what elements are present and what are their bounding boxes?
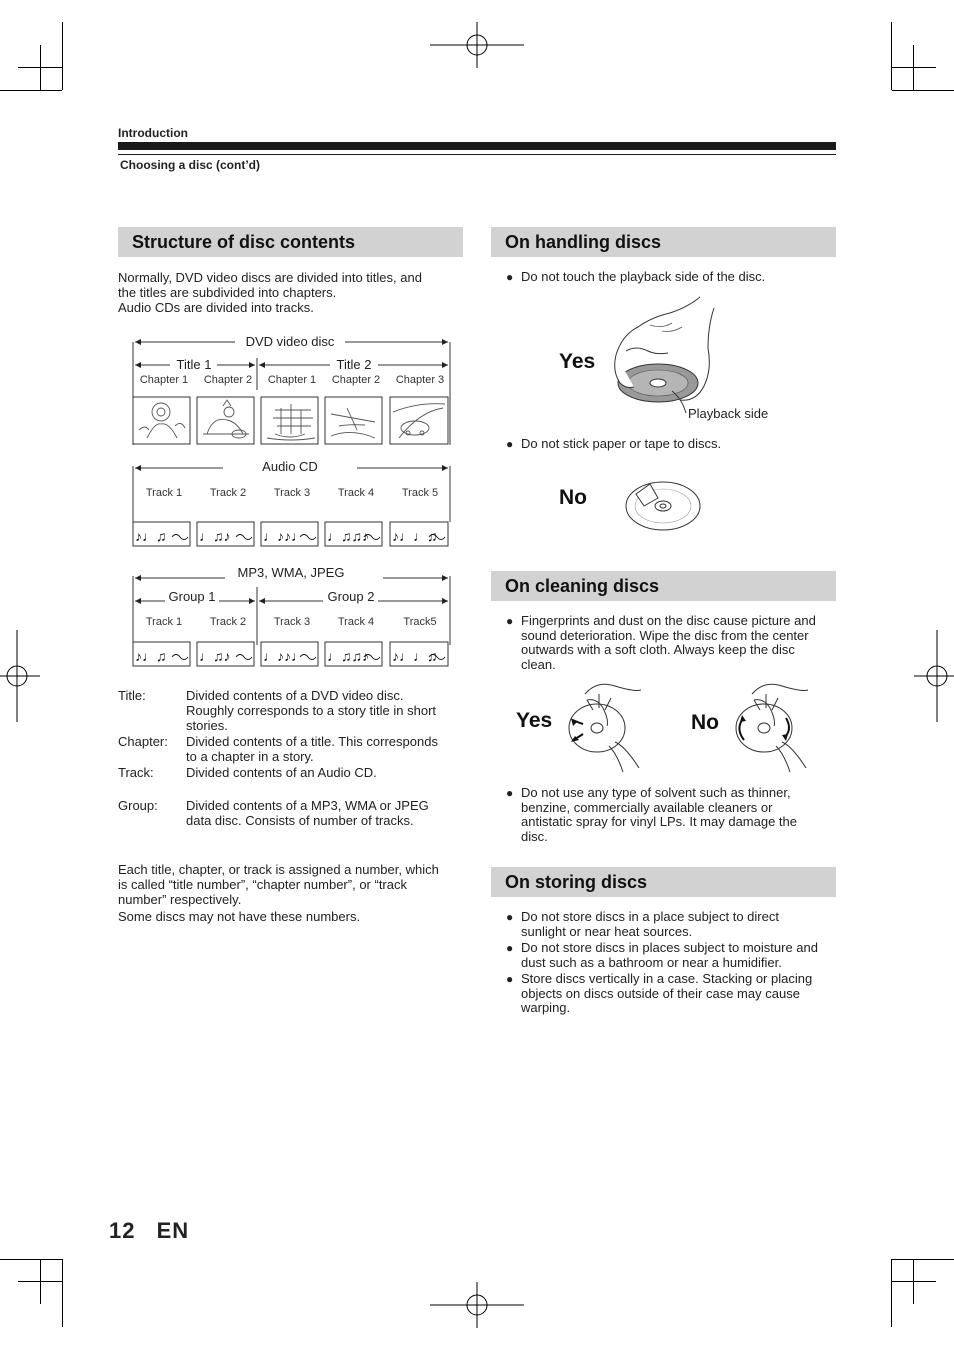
music-notes-icon: ♩♫♪ xyxy=(199,648,231,664)
storing-bullet-3 xyxy=(506,972,838,1016)
hand-holding-disc-icon xyxy=(610,295,720,420)
dvd-structure-diagram xyxy=(125,330,460,450)
bullet-line: ● Do not store discs in places subject to moisture and xyxy=(521,940,818,955)
music-notes-icon: ♩♪♪♩ xyxy=(263,648,305,664)
registration-mark-right xyxy=(914,630,954,722)
track-label: Track 1 xyxy=(145,487,183,499)
music-notes-icon: ♪♩♩♫ xyxy=(392,648,438,664)
group1-label: Group 1 xyxy=(168,589,216,604)
music-notes-icon: ♩♫♫♪ xyxy=(327,648,369,664)
bullet-line: ● Do not store discs in a place subject to direct xyxy=(521,909,779,924)
def-line: data disc. Consists of number of tracks. xyxy=(186,813,414,828)
intro-line: Normally, DVD video discs are divided into titles, and xyxy=(118,270,422,285)
track-label: Track 1 xyxy=(145,616,183,628)
track-label: Track 3 xyxy=(273,487,311,499)
note-line: Each title, chapter, or track is assigned a number, which xyxy=(118,862,439,877)
note-line: number” respectively. xyxy=(118,892,242,907)
bullet-line: outwards with a soft cloth. Always keep the disc xyxy=(521,642,795,657)
bullet-line: ● Do not use any type of solvent such as thinner, xyxy=(521,785,791,800)
chapter-label: Chapter 2 xyxy=(331,374,381,386)
bullet-line: objects on discs outside of their case may cause xyxy=(521,985,800,1001)
def-desc-track xyxy=(186,765,458,780)
track-label: Track5 xyxy=(403,616,437,628)
track-label: Track 5 xyxy=(401,487,439,499)
bullet-line: clean. xyxy=(521,656,556,672)
music-notes-icon: ♩♫♪ xyxy=(199,528,231,544)
structure-heading: Structure of disc contents xyxy=(118,227,463,257)
def-desc-chapter xyxy=(186,734,458,764)
audio-cd-structure-diagram xyxy=(125,456,460,551)
handling-no-label: No xyxy=(559,486,587,509)
bullet-line: ● Fingerprints and dust on the disc cause picture and xyxy=(521,613,816,628)
numbering-note xyxy=(118,862,463,924)
mp3-label: MP3, WMA, JPEG xyxy=(237,565,345,580)
storing-bullet-1 xyxy=(506,910,838,939)
track-label: Track 2 xyxy=(209,616,247,628)
storing-heading: On storing discs xyxy=(491,867,836,897)
cleaning-bullet-2 xyxy=(506,786,836,844)
bullet-line: sound deterioration. Wipe the disc from the center xyxy=(521,627,809,643)
bullet-line: disc. xyxy=(521,828,548,844)
music-notes-icon: ♪♩♫ xyxy=(135,528,167,544)
page-number-value: 12 xyxy=(109,1218,136,1243)
bullet-line: ● Store discs vertically in a case. Stacking or placing xyxy=(521,971,813,986)
cleaning-bullet-1 xyxy=(506,614,838,672)
registration-mark-bottom xyxy=(430,1282,524,1328)
playback-side-label: Playback side xyxy=(688,406,769,421)
cleaning-yes-label: Yes xyxy=(516,709,553,732)
def-term-chapter: Chapter: xyxy=(118,734,168,749)
track-label: Track 4 xyxy=(337,487,375,499)
def-line: stories. xyxy=(186,718,228,733)
handling-yes-label: Yes xyxy=(559,350,596,373)
track-label: Track 3 xyxy=(273,616,311,628)
def-term-title: Title: xyxy=(118,688,146,703)
header-rule xyxy=(118,154,836,155)
group2-label: Group 2 xyxy=(327,589,375,604)
music-notes-icon: ♩♪♪♩ xyxy=(263,528,305,544)
bullet-line: antistatic spray for vinyl LPs. It may damage the xyxy=(521,814,798,829)
disc-with-tape-icon xyxy=(622,478,704,533)
def-line: Roughly corresponds to a story title in short xyxy=(186,703,437,718)
def-line: Divided contents of a title. This corresponds xyxy=(186,734,438,749)
handling-bullet-2: ● Do not stick paper or tape to discs. xyxy=(506,437,836,452)
section-label: Introduction xyxy=(118,126,188,140)
cleaning-no-label: No xyxy=(691,711,719,734)
registration-mark-top xyxy=(430,22,524,68)
chapter-label: Chapter 1 xyxy=(267,374,317,386)
subsection-label: Choosing a disc (cont’d) xyxy=(120,158,260,172)
wiping-disc-circular-icon xyxy=(730,680,810,775)
intro-line: Audio CDs are divided into tracks. xyxy=(118,300,314,315)
bullet-line: dust such as a bathroom or near a humidifier. xyxy=(521,954,782,970)
registration-mark-left xyxy=(0,630,40,722)
def-line: Divided contents of a DVD video disc. xyxy=(186,688,404,703)
mp3-structure-diagram xyxy=(125,563,460,673)
def-term-track: Track: xyxy=(118,765,154,780)
storing-bullet-2 xyxy=(506,941,838,970)
page-language: EN xyxy=(156,1218,190,1243)
def-desc-group xyxy=(186,798,458,828)
cleaning-heading: On cleaning discs xyxy=(491,571,836,601)
bullet-line: warping. xyxy=(521,1000,571,1015)
header-bar xyxy=(118,142,836,150)
track-label: Track 4 xyxy=(337,616,375,628)
chapter-label: Chapter 3 xyxy=(395,374,445,386)
title1-label: Title 1 xyxy=(176,357,212,372)
note-line: is called “title number”, “chapter number”, or “track xyxy=(118,877,407,892)
def-term-group: Group: xyxy=(118,798,158,813)
bullet-line: benzine, commercially available cleaners or xyxy=(521,799,773,815)
def-line: Divided contents of a MP3, WMA or JPEG xyxy=(186,798,429,813)
title2-label: Title 2 xyxy=(336,357,372,372)
def-line: to a chapter in a story. xyxy=(186,749,314,764)
def-desc-title xyxy=(186,688,458,733)
structure-intro xyxy=(118,270,463,315)
handling-heading: On handling discs xyxy=(491,227,836,257)
audio-cd-label: Audio CD xyxy=(262,459,318,474)
chapter-label: Chapter 2 xyxy=(203,374,253,386)
page-number xyxy=(109,1218,189,1244)
wiping-disc-outward-icon xyxy=(565,680,645,775)
handling-bullet-1: ● Do not touch the playback side of the disc. xyxy=(506,270,836,285)
music-notes-icon: ♪♩♩♫ xyxy=(392,528,438,544)
bullet-line: sunlight or near heat sources. xyxy=(521,923,693,939)
intro-line: the titles are subdivided into chapters. xyxy=(118,285,337,300)
music-notes-icon: ♩♫♫♪ xyxy=(327,528,369,544)
chapter-label: Chapter 1 xyxy=(139,374,189,386)
dvd-label: DVD video disc xyxy=(245,334,335,349)
def-line: Divided contents of an Audio CD. xyxy=(186,765,377,780)
track-label: Track 2 xyxy=(209,487,247,499)
note-line: Some discs may not have these numbers. xyxy=(118,909,361,924)
music-notes-icon: ♪♩♫ xyxy=(135,648,167,664)
